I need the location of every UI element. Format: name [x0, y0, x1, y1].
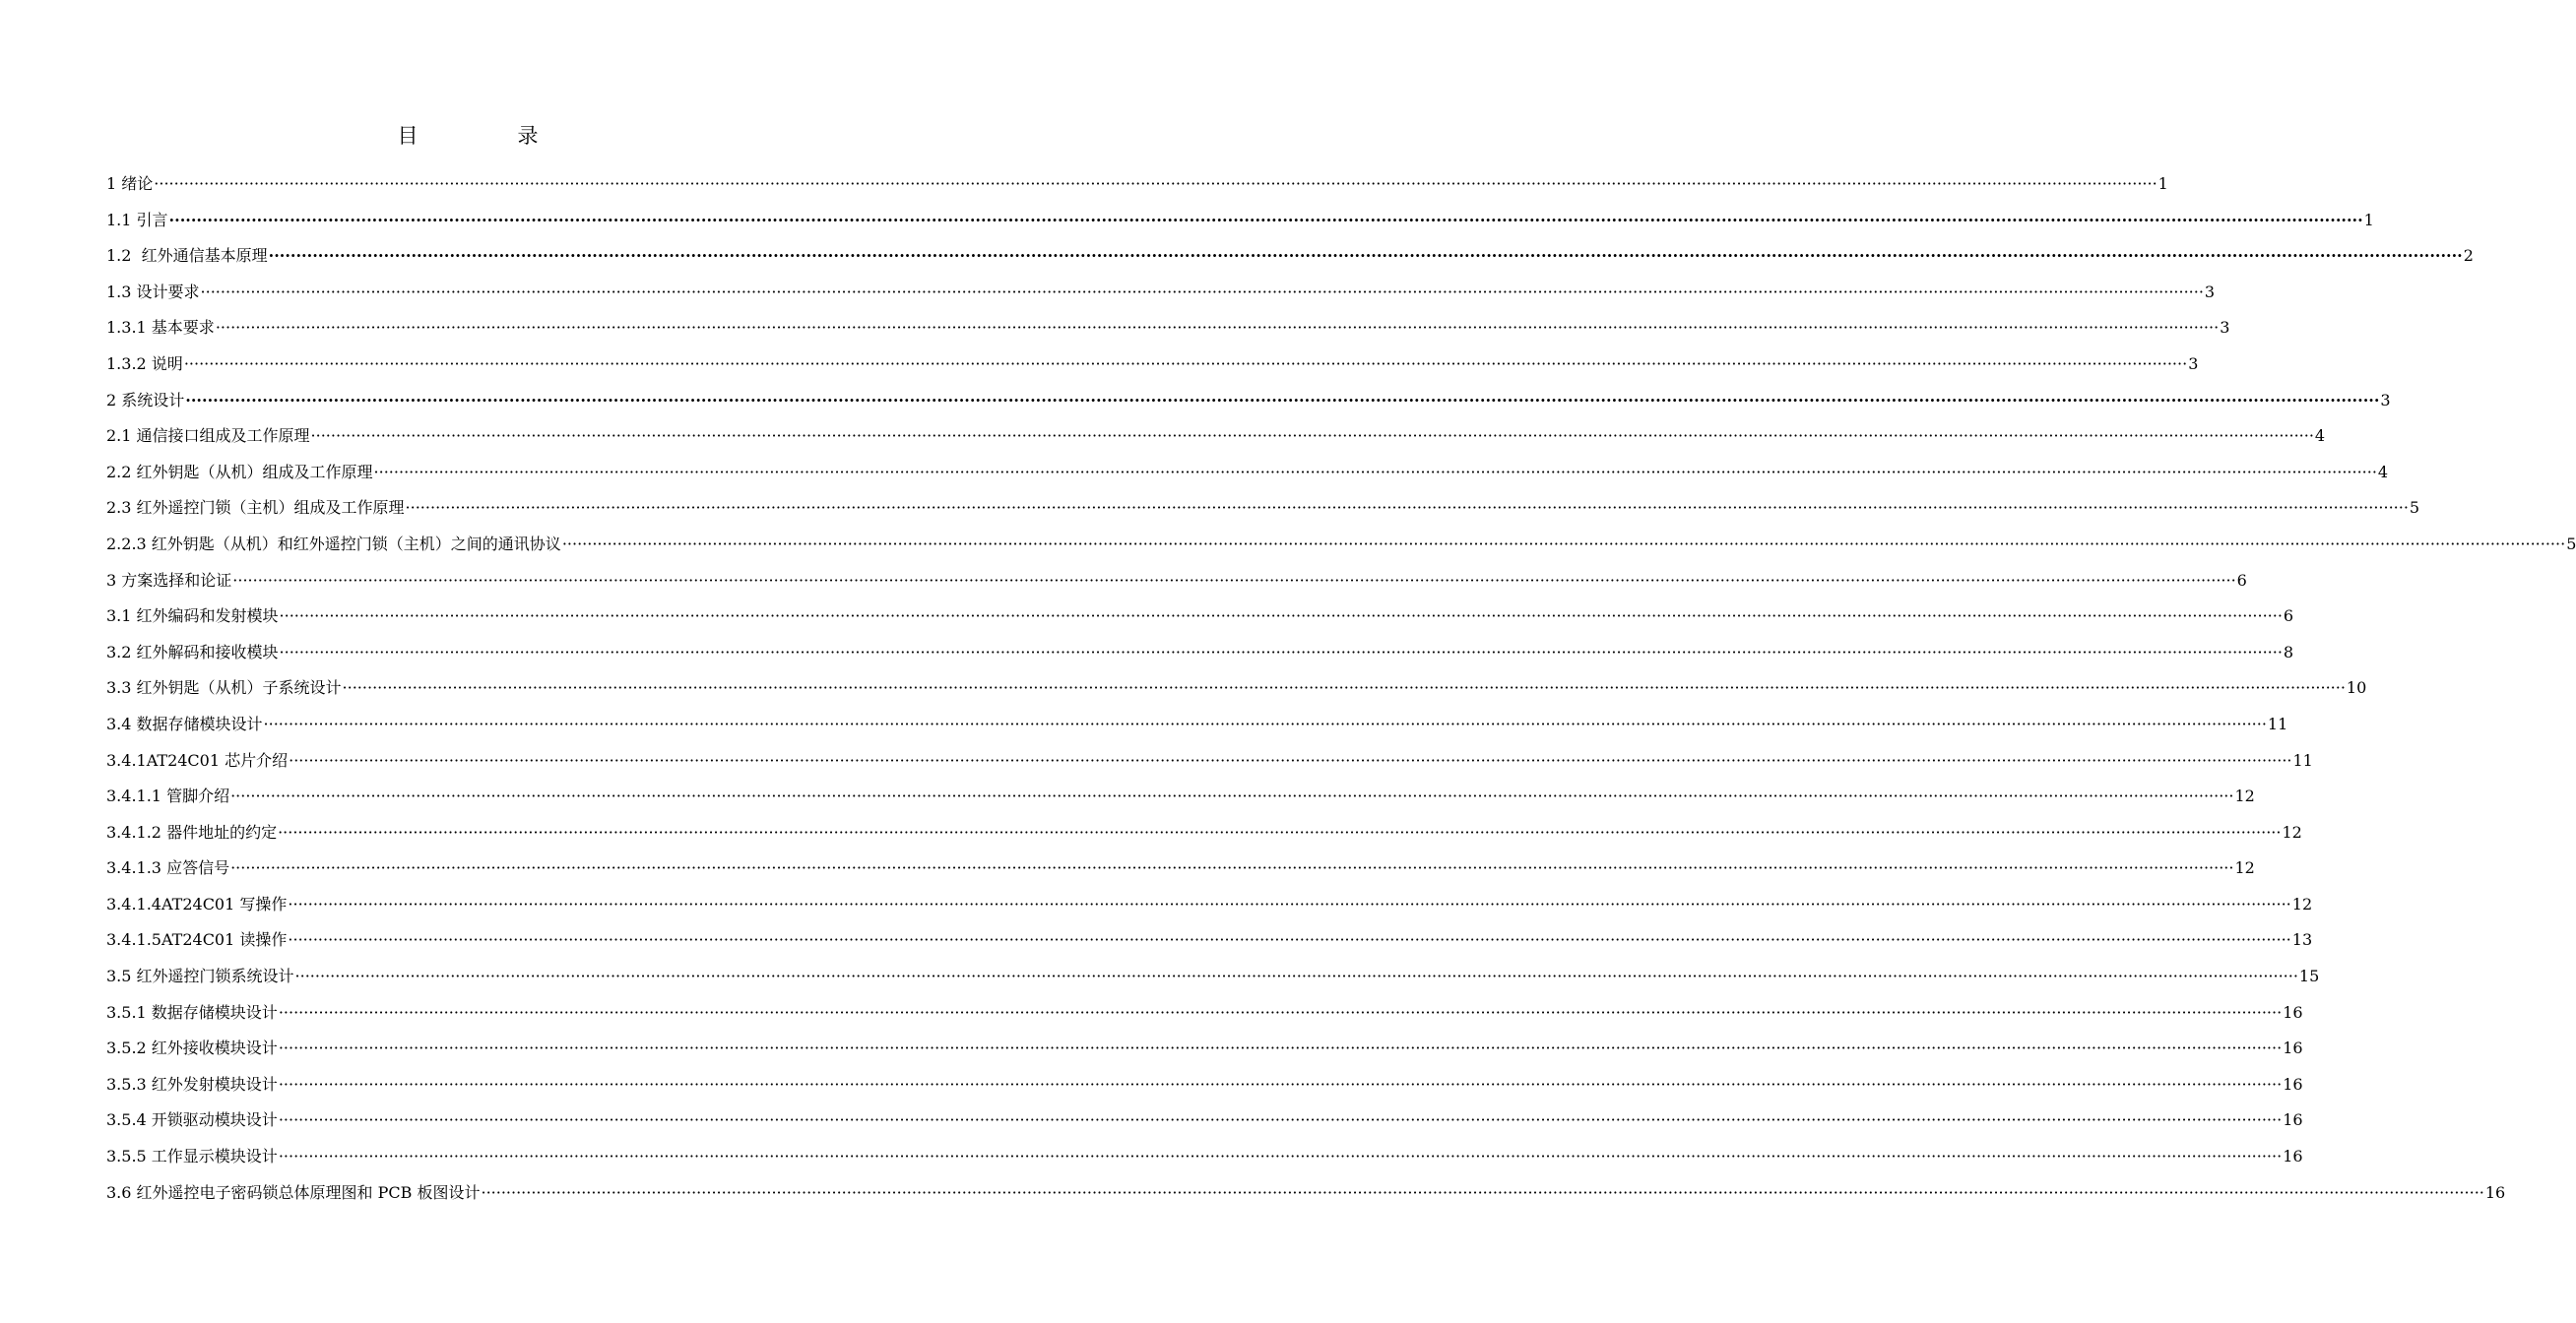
toc-entry-page-number: 10 [2346, 678, 2367, 698]
toc-entry-page-number: 16 [2283, 1002, 2303, 1022]
toc-entry[interactable] [106, 386, 2391, 422]
toc-entry-label: 3.6 红外遥控电子密码锁总体原理图和 PCB 板图设计 [106, 1182, 481, 1202]
toc-entry-page-number: 15 [2298, 967, 2320, 986]
toc-entry-label: 1 绪论 [106, 174, 154, 193]
toc-entry-page-number: 3 [2380, 390, 2391, 410]
toc-entry-label: 1.1 引言 [106, 210, 168, 229]
toc-entry[interactable] [106, 601, 2294, 638]
toc-entry-page-number: 16 [2484, 1182, 2506, 1202]
toc-dot-leader: ················································································································································································································································································································································································································ [278, 1147, 2283, 1166]
toc-dot-leader: ················································································································································································································································································································································································································ [481, 1182, 2484, 1202]
toc-entry-page-number: 12 [2234, 858, 2255, 878]
toc-entry-label: 3.5.1 数据存储模块设计 [106, 1002, 278, 1022]
toc-entry-label: 1.2 红外通信基本原理 [106, 246, 268, 266]
toc-entry[interactable] [106, 566, 2247, 602]
toc-entry-page-number: 1 [2363, 210, 2374, 229]
toc-entry-label: 3.4.1.2 器件地址的约定 [106, 822, 278, 842]
toc-entry[interactable] [106, 710, 2288, 746]
toc-dot-leader: ················································································································································································································································································································································································································ [288, 894, 2291, 914]
toc-dot-leader: ················································································································································································································································································································································································································ [310, 426, 2314, 446]
toc-entry[interactable] [106, 962, 2320, 998]
toc-entry[interactable] [106, 890, 2313, 926]
toc-entry[interactable] [106, 313, 2230, 349]
toc-entry-page-number: 3 [2220, 318, 2230, 338]
toc-dot-leader: ················································································································································································································································································································································································································ [183, 353, 2188, 373]
toc-entry-label: 2 系统设计 [106, 390, 185, 410]
toc-entry[interactable] [106, 673, 2367, 710]
toc-entry-page-number: 12 [2291, 894, 2313, 914]
toc-entry-page-number: 12 [2234, 787, 2255, 806]
toc-dot-leader: ················································································································································································································································································································································································································ [185, 390, 2380, 410]
toc-entry-label: 3.5.2 红外接收模块设计 [106, 1039, 278, 1058]
toc-entry-label: 3.3 红外钥匙（从机）子系统设计 [106, 678, 342, 698]
toc-dot-leader: ················································································································································································································································································································································································································ [278, 1074, 2283, 1094]
toc-dot-leader: ················································································································································································································································································································································································································ [200, 282, 2204, 301]
toc-dot-leader: ················································································································································································································································································································································································································ [230, 787, 2234, 806]
toc-entry-page-number: 16 [2283, 1147, 2303, 1166]
toc-entry-label: 2.2 红外钥匙（从机）组成及工作原理 [106, 462, 373, 481]
toc-entry[interactable] [106, 206, 2374, 242]
toc-entry[interactable] [106, 169, 2168, 206]
toc-dot-leader: ················································································································································································································································································································································································································ [215, 318, 2220, 338]
toc-entry[interactable] [106, 278, 2216, 314]
toc-entry-label: 3.5.3 红外发射模块设计 [106, 1074, 278, 1094]
toc-entry-label: 1.3.2 说明 [106, 353, 183, 373]
toc-entry-label: 3.5 红外遥控门锁系统设计 [106, 967, 294, 986]
toc-entry[interactable] [106, 530, 2576, 566]
toc-dot-leader: ················································································································································································································································································································································································································ [154, 174, 2157, 193]
toc-list [106, 169, 2576, 1214]
toc-entry[interactable] [106, 925, 2313, 962]
toc-entry-page-number: 3 [2204, 282, 2216, 301]
toc-dot-leader: ················································································································································································································································································································································································································ [279, 606, 2283, 626]
toc-entry-page-number: 1 [2157, 174, 2168, 193]
toc-dot-leader: ················································································································································································································································································································································································································ [230, 858, 2234, 878]
toc-dot-leader: ················································································································································································································································································································································································································ [294, 967, 2298, 986]
toc-entry-label: 3.5.5 工作显示模块设计 [106, 1147, 278, 1166]
toc-entry-label: 3.2 红外解码和接收模块 [106, 642, 279, 662]
toc-entry[interactable] [106, 493, 2420, 530]
toc-dot-leader: ················································································································································································································································································································································································································ [279, 642, 2283, 662]
toc-entry[interactable] [106, 421, 2326, 458]
toc-entry-page-number: 6 [2283, 606, 2294, 626]
toc-entry[interactable] [106, 1142, 2303, 1178]
toc-entry-label: 3 方案选择和论证 [106, 570, 232, 590]
toc-entry-page-number: 4 [2377, 462, 2389, 481]
toc-entry[interactable] [106, 998, 2303, 1035]
toc-dot-leader: ················································································································································································································································································································································································································ [278, 1039, 2283, 1058]
toc-entry[interactable] [106, 818, 2302, 854]
toc-dot-leader: ················································································································································································································································································································································································································ [278, 1002, 2283, 1022]
toc-entry[interactable] [106, 349, 2199, 386]
toc-entry-page-number: 16 [2283, 1074, 2303, 1094]
toc-entry-page-number: 11 [2267, 714, 2288, 733]
toc-entry-label: 2.1 通信接口组成及工作原理 [106, 426, 310, 446]
toc-entry-label: 3.4 数据存储模块设计 [106, 714, 263, 733]
toc-entry[interactable] [106, 458, 2389, 494]
toc-entry-page-number: 12 [2282, 822, 2302, 842]
toc-entry-page-number: 6 [2236, 570, 2247, 590]
toc-dot-leader: ················································································································································································································································································································································································································ [168, 210, 2363, 229]
toc-entry-label: 3.4.1.5AT24C01 读操作 [106, 930, 288, 950]
toc-entry[interactable] [106, 1105, 2303, 1142]
toc-entry[interactable] [106, 782, 2255, 818]
toc-entry-page-number: 2 [2463, 246, 2474, 266]
toc-dot-leader: ················································································································································································································································································································································································································ [278, 1110, 2283, 1130]
toc-entry-label: 1.3 设计要求 [106, 282, 200, 301]
toc-dot-leader: ················································································································································································································································································································································································································ [232, 570, 2236, 590]
toc-entry[interactable] [106, 1178, 2506, 1215]
toc-dot-leader: ················································································································································································································································································································································································································ [373, 462, 2377, 481]
toc-entry[interactable] [106, 746, 2313, 783]
toc-entry[interactable] [106, 638, 2294, 674]
toc-entry[interactable] [106, 1034, 2303, 1070]
toc-entry-label: 3.4.1.3 应答信号 [106, 858, 230, 878]
toc-entry-page-number: 5 [2409, 498, 2420, 518]
toc-entry-page-number: 11 [2292, 750, 2313, 770]
toc-entry-label: 3.4.1.1 管脚介绍 [106, 787, 230, 806]
toc-dot-leader: ················································································································································································································································································································································································································ [263, 714, 2267, 733]
toc-entry-label: 3.5.4 开锁驱动模块设计 [106, 1110, 278, 1130]
toc-entry-page-number: 4 [2314, 426, 2326, 446]
toc-entry-label: 3.4.1AT24C01 芯片介绍 [106, 750, 289, 770]
toc-dot-leader: ················································································································································································································································································································································································································ [288, 930, 2291, 950]
toc-entry-page-number: 16 [2283, 1110, 2303, 1130]
toc-entry[interactable] [106, 241, 2474, 278]
toc-entry-page-number: 16 [2283, 1039, 2303, 1058]
toc-title: 目 录 [397, 124, 578, 148]
toc-dot-leader: ················································································································································································································································································································································································································ [405, 498, 2409, 518]
toc-entry-label: 3.4.1.4AT24C01 写操作 [106, 894, 288, 914]
toc-entry[interactable] [106, 853, 2255, 890]
toc-dot-leader: ················································································································································································································································································································································································································ [268, 246, 2463, 266]
toc-entry-label: 2.3 红外遥控门锁（主机）组成及工作原理 [106, 498, 405, 518]
toc-dot-leader: ················································································································································································································································································································································································································ [289, 750, 2292, 770]
toc-entry-label: 1.3.1 基本要求 [106, 318, 215, 338]
toc-entry-page-number: 13 [2291, 930, 2313, 950]
toc-entry-label: 3.1 红外编码和发射模块 [106, 606, 279, 626]
toc-entry[interactable] [106, 1070, 2303, 1106]
toc-entry-page-number: 5 [2566, 534, 2576, 553]
toc-entry-page-number: 8 [2283, 642, 2294, 662]
toc-dot-leader: ················································································································································································································································································································································································································ [278, 822, 2282, 842]
toc-entry-page-number: 3 [2188, 353, 2199, 373]
toc-entry-label: 2.2.3 红外钥匙（从机）和红外遥控门锁（主机）之间的通讯协议 [106, 534, 561, 553]
toc-dot-leader: ················································································································································································································································································································································································································ [342, 678, 2346, 698]
toc-dot-leader: ················································································································································································································································································································································································································ [561, 534, 2566, 553]
